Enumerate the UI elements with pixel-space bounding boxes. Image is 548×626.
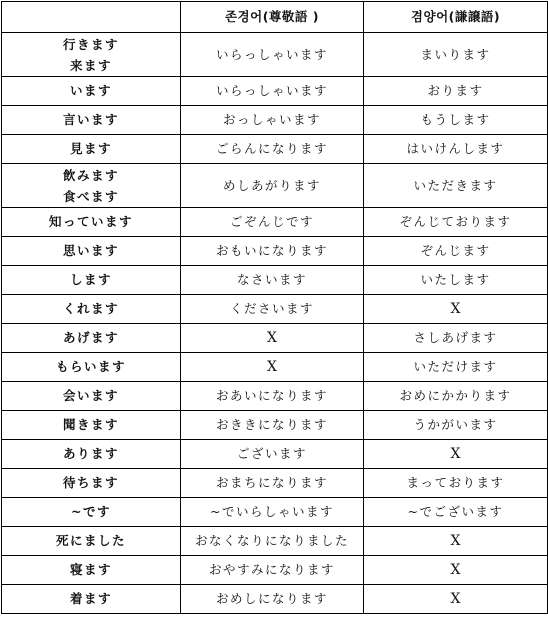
table-row (2, 585, 548, 614)
honorific-cell: ~でいらしゃいます (181, 498, 364, 527)
humble-cell: ぞんじます (364, 237, 548, 266)
honorific-cell-none: X (181, 353, 364, 382)
table-row (2, 411, 548, 440)
header-humble: 겸양어(謙譲語) (364, 2, 548, 33)
verb-cell: います (2, 77, 181, 106)
verb-cell: あります (2, 440, 181, 469)
table-row (2, 295, 548, 324)
table-row (2, 382, 548, 411)
table-row (2, 33, 548, 77)
honorific-cell: おっしゃいます (181, 106, 364, 135)
verb-cell: ~です (2, 498, 181, 527)
humble-cell: いただきます (364, 164, 548, 208)
table-row (2, 469, 548, 498)
table-row (2, 164, 548, 208)
humble-cell: おめにかかります (364, 382, 548, 411)
table-row (2, 77, 548, 106)
table-row (2, 266, 548, 295)
verb-cell: 待ちます (2, 469, 181, 498)
table-row (2, 106, 548, 135)
honorific-cell: おやすみになります (181, 556, 364, 585)
humble-cell: まいります (364, 33, 548, 77)
humble-cell-none: X (364, 440, 548, 469)
honorific-cell: おききになります (181, 411, 364, 440)
honorific-cell-none: X (181, 324, 364, 353)
humble-cell: さしあげます (364, 324, 548, 353)
verb-cell: 言います (2, 106, 181, 135)
honorific-cell: おまちになります (181, 469, 364, 498)
humble-cell: ぞんじております (364, 208, 548, 237)
honorific-cell: くださいます (181, 295, 364, 324)
humble-cell-none: X (364, 295, 548, 324)
humble-cell: はいけんします (364, 135, 548, 164)
honorific-cell: おなくなりになりました (181, 527, 364, 556)
header-honorific: 존경어(尊敬語 ) (181, 2, 364, 33)
verb-cell: 思います (2, 237, 181, 266)
humble-cell: いただけます (364, 353, 548, 382)
table-row (2, 498, 548, 527)
verb-cell: 知っています (2, 208, 181, 237)
table-row (2, 324, 548, 353)
verb-cell (2, 164, 181, 208)
verb-cell: 着ます (2, 585, 181, 614)
verb-cell (2, 33, 181, 77)
verb-cell: 見ます (2, 135, 181, 164)
header-verb (2, 2, 181, 33)
humble-cell: もうします (364, 106, 548, 135)
verb-cell: します (2, 266, 181, 295)
honorific-cell: ごらんになります (181, 135, 364, 164)
humble-cell: いたします (364, 266, 548, 295)
table-header-row (2, 2, 548, 33)
verb-cell: 死にました (2, 527, 181, 556)
verb-cell: あげます (2, 324, 181, 353)
verb-line: 来ます (69, 57, 112, 73)
verb-line: 食べます (62, 188, 119, 204)
honorific-cell: いらっしゃいます (181, 33, 364, 77)
humble-cell-none: X (364, 585, 548, 614)
table-body (2, 33, 548, 614)
table-row (2, 237, 548, 266)
table-row (2, 556, 548, 585)
table-row (2, 135, 548, 164)
honorific-verb-table (1, 1, 548, 614)
honorific-cell: ございます (181, 440, 364, 469)
humble-cell: まっております (364, 469, 548, 498)
honorific-cell: おもいになります (181, 237, 364, 266)
honorific-cell: めしあがります (181, 164, 364, 208)
verb-line: 飲みます (62, 167, 119, 183)
table-row (2, 208, 548, 237)
honorific-cell: おあいになります (181, 382, 364, 411)
honorific-cell: おめしになります (181, 585, 364, 614)
verb-cell: 寝ます (2, 556, 181, 585)
table-row (2, 527, 548, 556)
honorific-cell: ごぞんじです (181, 208, 364, 237)
verb-line: 行きます (62, 36, 119, 52)
verb-cell: 会います (2, 382, 181, 411)
table-row (2, 440, 548, 469)
humble-cell: うかがいます (364, 411, 548, 440)
honorific-table-container (1, 1, 547, 614)
verb-cell: もらいます (2, 353, 181, 382)
humble-cell: おります (364, 77, 548, 106)
honorific-cell: いらっしゃいます (181, 77, 364, 106)
honorific-cell: なさいます (181, 266, 364, 295)
humble-cell-none: X (364, 527, 548, 556)
humble-cell-none: X (364, 556, 548, 585)
humble-cell: ~でございます (364, 498, 548, 527)
verb-cell: くれます (2, 295, 181, 324)
verb-cell: 聞きます (2, 411, 181, 440)
table-row (2, 353, 548, 382)
